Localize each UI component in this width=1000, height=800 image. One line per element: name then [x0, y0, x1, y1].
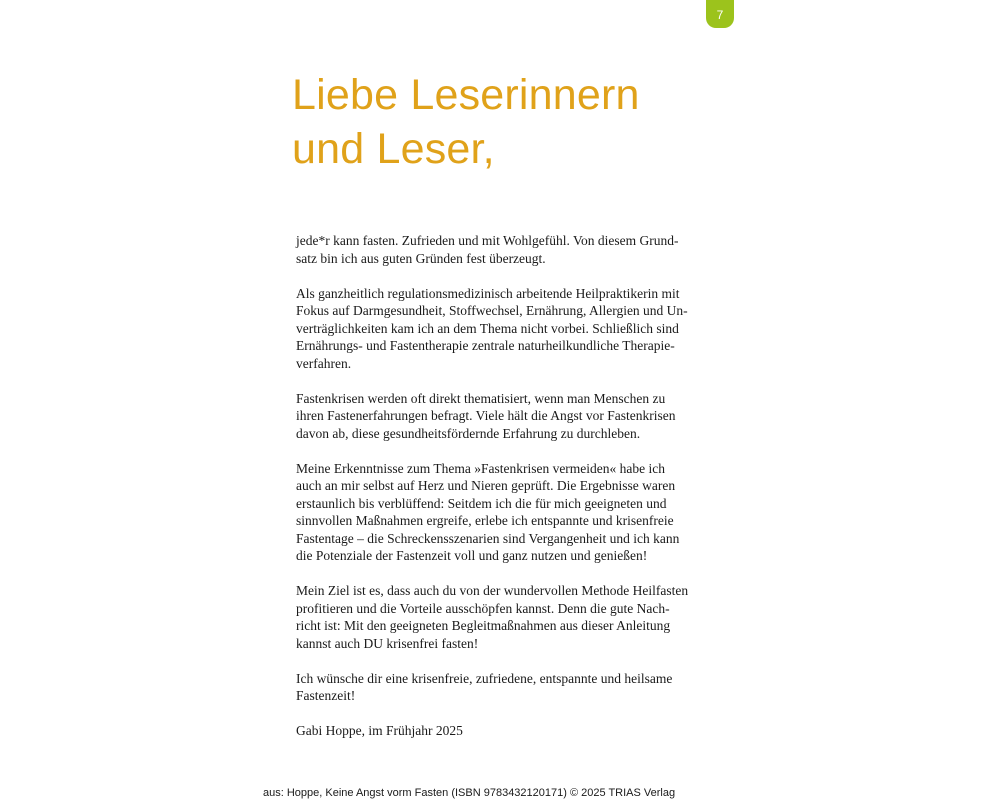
text-line: ihren Fastenerfahrungen befragt. Viele hält die Angst vor Fastenkrisen: [296, 408, 676, 423]
paragraph: [296, 722, 706, 740]
paragraph: [296, 670, 706, 705]
text-line: jede*r kann fasten. Zufrieden und mit Wohlgefühl. Von diesem Grund-: [296, 233, 679, 248]
text-line: Ernährungs- und Fastentherapie zentrale naturheilkundliche Therapie-: [296, 338, 675, 353]
text-line: Fokus auf Darmgesundheit, Stoffwechsel, Ernährung, Allergien und Un-: [296, 303, 688, 318]
paragraph: [296, 460, 706, 565]
text-line: satz bin ich aus guten Gründen fest überzeugt.: [296, 250, 546, 266]
text-line: Gabi Hoppe, im Frühjahr 2025: [296, 723, 463, 738]
text-line: erstaunlich bis verblüffend: Seitdem ich die für mich geeigneten und: [296, 495, 667, 511]
text-line: auch an mir selbst auf Herz und Nieren geprüft. Die Ergebnisse waren: [296, 478, 676, 493]
text-line: Fastenzeit!: [296, 688, 356, 703]
text-line: davon ab, diese gesundheitsfördernde Erfahrung zu durchleben.: [296, 425, 641, 441]
paragraph: [296, 285, 706, 373]
text-line: kannst auch DU krisenfrei fasten!: [296, 635, 479, 651]
text-line: Fastenkrisen werden oft direkt thematisiert, wenn man Menschen zu: [296, 390, 666, 406]
footer-source-note: aus: Hoppe, Keine Angst vorm Fasten (ISBN 9783432120171) © 2025 TRIAS Verlag: [263, 787, 676, 799]
paragraph: [296, 390, 706, 443]
heading-line-2: und Leser,: [292, 125, 495, 173]
text-line: profitieren und die Vorteile ausschöpfen kannst. Denn die gute Nach-: [296, 600, 670, 616]
body-text: [296, 232, 706, 757]
text-line: sinnvollen Maßnahmen ergreife, erlebe ich entspannte und krisenfreie: [296, 513, 674, 528]
text-line: verfahren.: [296, 355, 352, 371]
text-line: Fastentage – die Schreckensszenarien sind Vergangenheit und ich kann: [296, 530, 680, 546]
text-line: Als ganzheitlich regulationsmedizinisch arbeitende Heilpraktikerin mit: [296, 285, 680, 301]
text-line: Ich wünsche dir eine krisenfreie, zufriedene, entspannte und heilsame: [296, 670, 673, 686]
paragraph: [296, 232, 706, 267]
paragraph: [296, 582, 706, 652]
page-number: 7: [716, 8, 724, 22]
heading-line-1: Liebe Leserinnern: [292, 71, 640, 119]
text-line: die Potenziale der Fastenzeit voll und ganz nutzen und genießen!: [296, 548, 648, 563]
text-line: verträglichkeiten kam ich an dem Thema nicht vorbei. Schließlich sind: [296, 320, 679, 336]
page-heading: [292, 68, 712, 176]
page-number-badge: [706, 0, 734, 28]
text-line: Mein Ziel ist es, dass auch du von der wundervollen Methode Heilfasten: [296, 583, 689, 598]
text-line: richt ist: Mit den geeigneten Begleitmaßnahmen aus dieser Anleitung: [296, 618, 671, 633]
text-line: Meine Erkenntnisse zum Thema »Fastenkrisen vermeiden« habe ich: [296, 460, 666, 476]
